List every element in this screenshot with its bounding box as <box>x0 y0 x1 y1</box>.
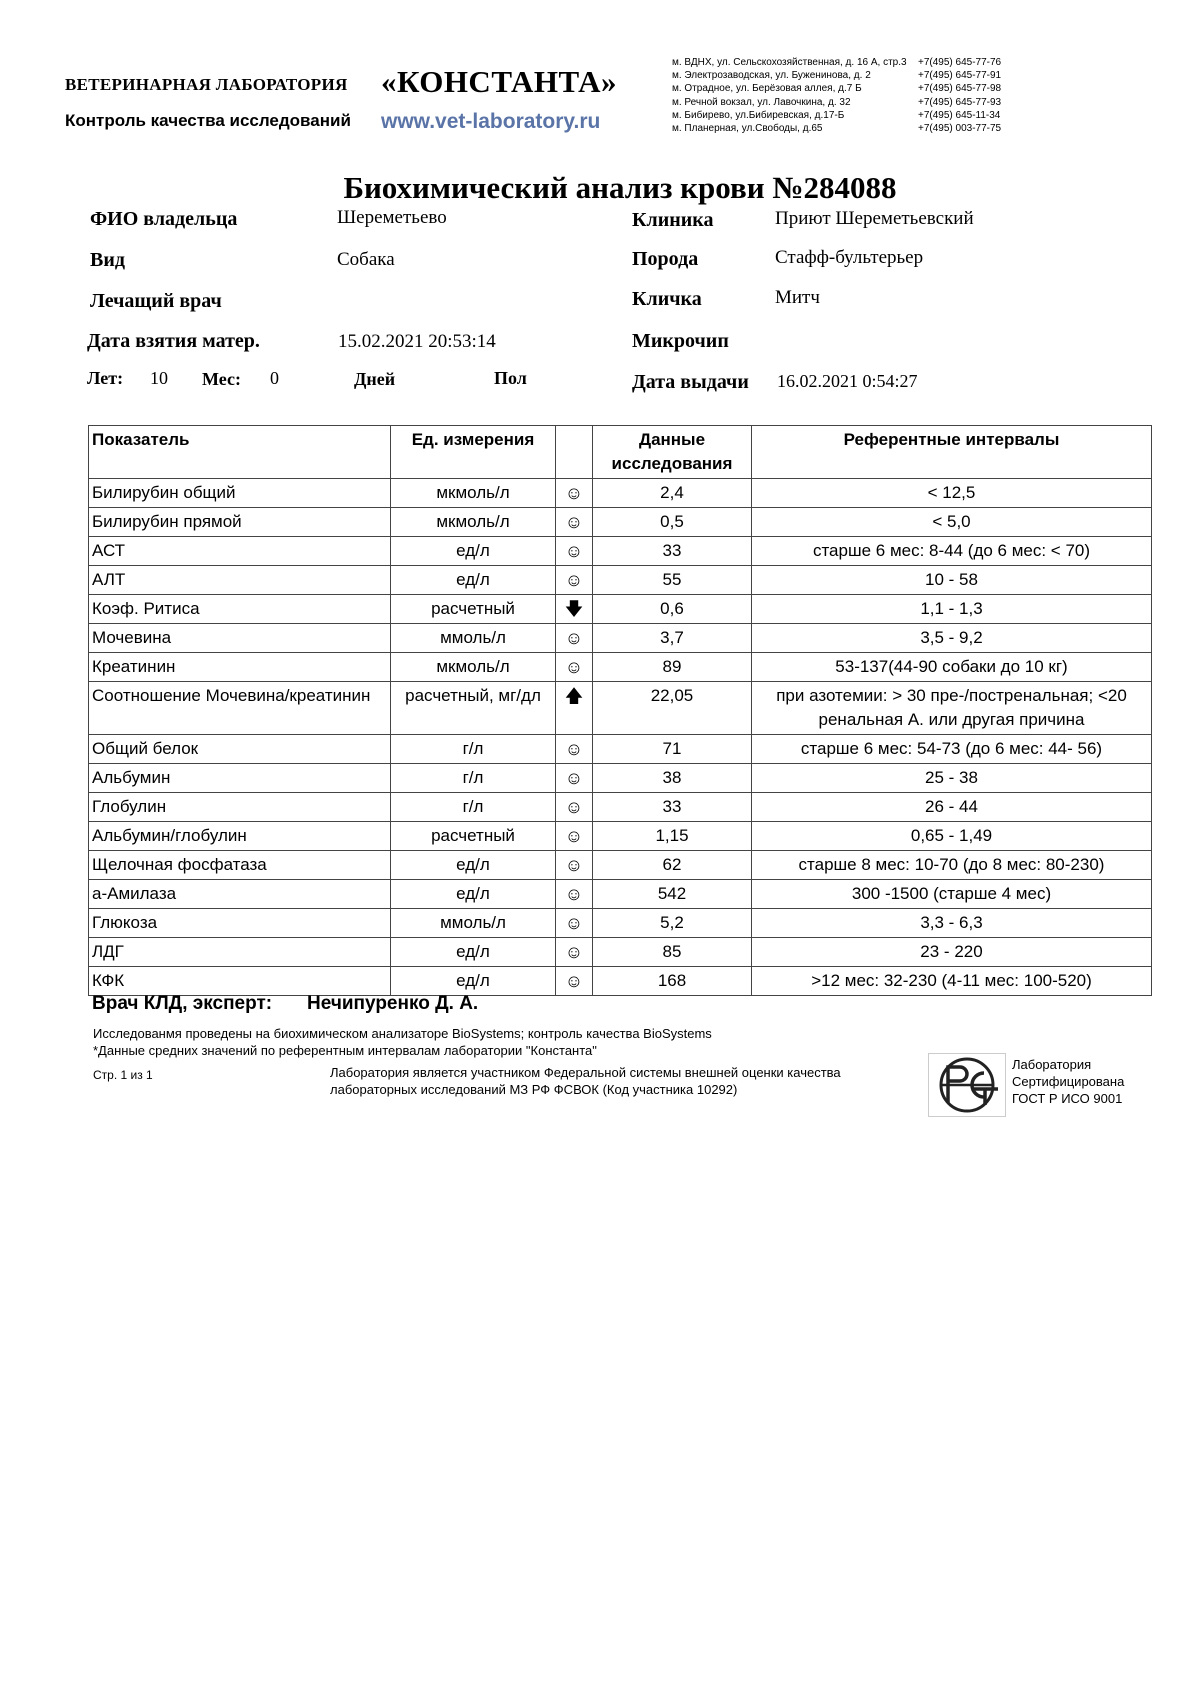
lab-name: ВЕТЕРИНАРНАЯ ЛАБОРАТОРИЯ <box>65 75 348 94</box>
result-value: 85 <box>593 938 752 967</box>
table-row <box>89 537 1152 566</box>
unit-cell: расчетный, мг/дл <box>391 682 556 735</box>
page-number: Стр. 1 из 1 <box>93 1068 153 1082</box>
address-phone: +7(495) 645-11-34 <box>918 109 1001 121</box>
document-title: Биохимический анализ крови №284088 <box>343 170 897 205</box>
reference-interval: 53-137(44-90 собаки до 10 кг) <box>752 653 1152 682</box>
address-phone: +7(495) 645-77-91 <box>918 70 1002 82</box>
indicator-name: а-Амилаза <box>89 880 391 909</box>
species-label: Вид <box>90 249 125 271</box>
address-row <box>672 56 1001 69</box>
result-value: 33 <box>593 793 752 822</box>
table-row <box>89 624 1152 653</box>
address-phone: +7(495) 645-77-76 <box>918 57 1002 68</box>
indicator-name: Коэф. Ритиса <box>89 595 391 624</box>
indicator-name: Глобулин <box>89 793 391 822</box>
unit-cell: расчетный <box>391 595 556 624</box>
unit-cell: г/л <box>391 764 556 793</box>
years-label: Лет: <box>87 368 124 388</box>
unit-cell: ед/л <box>391 851 556 880</box>
result-value: 22,05 <box>593 682 752 735</box>
indicator-name: Альбумин/глобулин <box>89 822 391 851</box>
address-row <box>672 69 1001 82</box>
table-row <box>89 938 1152 967</box>
status-icon: ☺ <box>556 735 593 764</box>
quality-subtitle: Контроль качества исследований <box>65 111 351 130</box>
address-row <box>672 96 1001 109</box>
reference-interval: 26 - 44 <box>752 793 1152 822</box>
unit-cell: ед/л <box>391 880 556 909</box>
table-row <box>89 822 1152 851</box>
days-label: Дней <box>354 369 396 389</box>
sex-label: Пол <box>494 368 527 388</box>
indicator-name: ЛДГ <box>89 938 391 967</box>
header-value: Данные исследования <box>593 426 752 479</box>
table-row <box>89 851 1152 880</box>
address-phone: +7(495) 645-77-98 <box>918 83 1002 95</box>
result-value: 542 <box>593 880 752 909</box>
result-value: 89 <box>593 653 752 682</box>
indicator-name: АЛТ <box>89 566 391 595</box>
sample-date-label: Дата взятия матер. <box>87 330 260 352</box>
indicator-name: АСТ <box>89 537 391 566</box>
indicator-name: КФК <box>89 967 391 996</box>
result-value: 2,4 <box>593 479 752 508</box>
table-row <box>89 566 1152 595</box>
unit-cell: ммоль/л <box>391 624 556 653</box>
result-value: 3,7 <box>593 624 752 653</box>
table-row <box>89 909 1152 938</box>
reference-interval: 1,1 - 1,3 <box>752 595 1152 624</box>
unit-cell: ед/л <box>391 967 556 996</box>
reference-note: *Данные средних значений по референтным интервалам лаборатории "Константа" <box>93 1043 597 1058</box>
status-icon: ☺ <box>556 479 593 508</box>
reference-interval: 3,5 - 9,2 <box>752 624 1152 653</box>
table-row <box>89 880 1152 909</box>
indicator-name: Общий белок <box>89 735 391 764</box>
issue-date-label: Дата выдачи <box>632 371 749 393</box>
years-value: 10 <box>150 368 168 388</box>
breed-label: Порода <box>632 248 699 270</box>
reference-interval: < 12,5 <box>752 479 1152 508</box>
table-row <box>89 735 1152 764</box>
table-row <box>89 793 1152 822</box>
result-value: 0,6 <box>593 595 752 624</box>
table-row <box>89 967 1152 996</box>
clinic-value: Приют Шереметьевский <box>775 208 974 229</box>
table-row <box>89 653 1152 682</box>
indicator-name: Глюкоза <box>89 909 391 938</box>
table-row <box>89 479 1152 508</box>
address-text: м. Электрозаводская, ул. Буженинова, д. 2 <box>672 70 871 82</box>
results-table <box>88 425 1152 996</box>
status-icon: 🡇 <box>556 595 593 624</box>
unit-cell: ед/л <box>391 938 556 967</box>
table-row <box>89 595 1152 624</box>
status-icon: ☺ <box>556 566 593 595</box>
address-row <box>672 109 1001 122</box>
indicator-name: Соотношение Мочевина/креатинин <box>89 682 391 735</box>
header-flag <box>556 426 593 479</box>
result-value: 55 <box>593 566 752 595</box>
fsvok-note: Лаборатория является участником Федеральной системы внешней оценки качества лабораторных исследований МЗ РФ ФСВОК (Код участника 10292) <box>330 1065 841 1097</box>
address-phone: +7(495) 645-77-93 <box>918 96 1002 108</box>
status-icon: ☺ <box>556 909 593 938</box>
status-icon: ☺ <box>556 851 593 880</box>
header-unit: Ед. измерения <box>391 426 556 479</box>
reference-interval: 300 -1500 (старше 4 мес) <box>752 880 1152 909</box>
reference-interval: >12 мес: 32-230 (4-11 мес: 100-520) <box>752 967 1152 996</box>
breed-value: Стафф-бультерьер <box>775 247 924 268</box>
indicator-name: Мочевина <box>89 624 391 653</box>
nickname-label: Кличка <box>632 288 702 310</box>
species-value: Собака <box>337 249 395 270</box>
header-indicator: Показатель <box>89 426 391 479</box>
result-value: 62 <box>593 851 752 880</box>
certification-text <box>1012 1056 1124 1107</box>
status-icon: ☺ <box>556 764 593 793</box>
header-reference: Референтные интервалы <box>752 426 1152 479</box>
reference-interval: 0,65 - 1,49 <box>752 822 1152 851</box>
indicator-name: Билирубин общий <box>89 479 391 508</box>
unit-cell: г/л <box>391 735 556 764</box>
result-value: 1,15 <box>593 822 752 851</box>
address-row <box>672 122 1001 135</box>
unit-cell: ед/л <box>391 537 556 566</box>
indicator-name: Билирубин прямой <box>89 508 391 537</box>
status-icon: ☺ <box>556 537 593 566</box>
unit-cell: мкмоль/л <box>391 479 556 508</box>
reference-interval: старше 6 мес: 54-73 (до 6 мес: 44- 56) <box>752 735 1152 764</box>
status-icon: ☺ <box>556 967 593 996</box>
doctor-label: Лечащий врач <box>90 290 222 312</box>
indicator-name: Альбумин <box>89 764 391 793</box>
table-row <box>89 508 1152 537</box>
reference-interval: старше 6 мес: 8-44 (до 6 мес: < 70) <box>752 537 1152 566</box>
sample-date-value: 15.02.2021 20:53:14 <box>338 331 496 352</box>
reference-interval: 10 - 58 <box>752 566 1152 595</box>
result-value: 38 <box>593 764 752 793</box>
reference-interval: 25 - 38 <box>752 764 1152 793</box>
address-phone: +7(495) 003-77-75 <box>918 123 1002 135</box>
months-value: 0 <box>270 368 279 388</box>
result-value: 0,5 <box>593 508 752 537</box>
status-icon: ☺ <box>556 624 593 653</box>
signer-label: Врач КЛД, эксперт: <box>92 993 273 1014</box>
status-icon: 🡅 <box>556 682 593 735</box>
status-icon: ☺ <box>556 938 593 967</box>
lab-brand: «КОНСТАНТА» <box>381 64 617 99</box>
table-row <box>89 682 1152 735</box>
address-text: м. Планерная, ул.Свободы, д.65 <box>672 123 823 135</box>
owner-value: Шереметьево <box>337 207 447 228</box>
reference-interval: 3,3 - 6,3 <box>752 909 1152 938</box>
result-value: 33 <box>593 537 752 566</box>
table-row <box>89 764 1152 793</box>
reference-interval: 23 - 220 <box>752 938 1152 967</box>
status-icon: ☺ <box>556 880 593 909</box>
table-header-row <box>89 426 1152 479</box>
result-value: 168 <box>593 967 752 996</box>
status-icon: ☺ <box>556 508 593 537</box>
result-value: 71 <box>593 735 752 764</box>
unit-cell: мкмоль/л <box>391 653 556 682</box>
indicator-name: Щелочная фосфатаза <box>89 851 391 880</box>
cert-line-3: ГОСТ Р ИСО 9001 <box>1012 1091 1123 1106</box>
unit-cell: ммоль/л <box>391 909 556 938</box>
address-text: м. Речной вокзал, ул. Лавочкина, д. 32 <box>672 96 851 108</box>
analyzer-note: Исследованмя проведены на биохимическом анализаторе BioSystems; контроль качества BioSystems <box>93 1026 712 1041</box>
unit-cell: расчетный <box>391 822 556 851</box>
status-icon: ☺ <box>556 822 593 851</box>
signer-name: Нечипуренко Д. А. <box>307 993 479 1014</box>
address-text: м. Отрадное, ул. Берёзовая аллея, д.7 Б <box>672 83 862 95</box>
status-icon: ☺ <box>556 653 593 682</box>
unit-cell: ед/л <box>391 566 556 595</box>
owner-label: ФИО владельца <box>90 208 238 230</box>
months-label: Мес: <box>202 369 241 389</box>
address-row <box>672 82 1001 95</box>
unit-cell: мкмоль/л <box>391 508 556 537</box>
reference-interval: старше 8 мес: 10-70 (до 8 мес: 80-230) <box>752 851 1152 880</box>
reference-interval: < 5,0 <box>752 508 1152 537</box>
address-text: м. Бибирево, ул.Бибиревская, д.17-Б <box>672 109 845 121</box>
cert-line-2: Сертифицирована <box>1012 1074 1125 1089</box>
status-icon: ☺ <box>556 793 593 822</box>
reference-interval: при азотемии: > 30 пре-/постренальная; <20 ренальная А. или другая причина <box>752 682 1152 735</box>
chip-label: Микрочип <box>632 330 729 352</box>
result-value: 5,2 <box>593 909 752 938</box>
indicator-name: Креатинин <box>89 653 391 682</box>
website-link[interactable]: www.vet-laboratory.ru <box>381 110 601 133</box>
issue-date-value: 16.02.2021 0:54:27 <box>777 371 918 391</box>
address-list <box>672 56 1001 135</box>
address-text: м. ВДНХ, ул. Сельскохозяйственная, д. 16 А, стр.3 <box>672 57 907 68</box>
cert-line-1: Лаборатория <box>1012 1057 1092 1072</box>
nickname-value: Митч <box>775 287 820 308</box>
rst-certification-logo-icon <box>928 1053 1006 1117</box>
clinic-label: Клиника <box>632 209 714 231</box>
unit-cell: г/л <box>391 793 556 822</box>
